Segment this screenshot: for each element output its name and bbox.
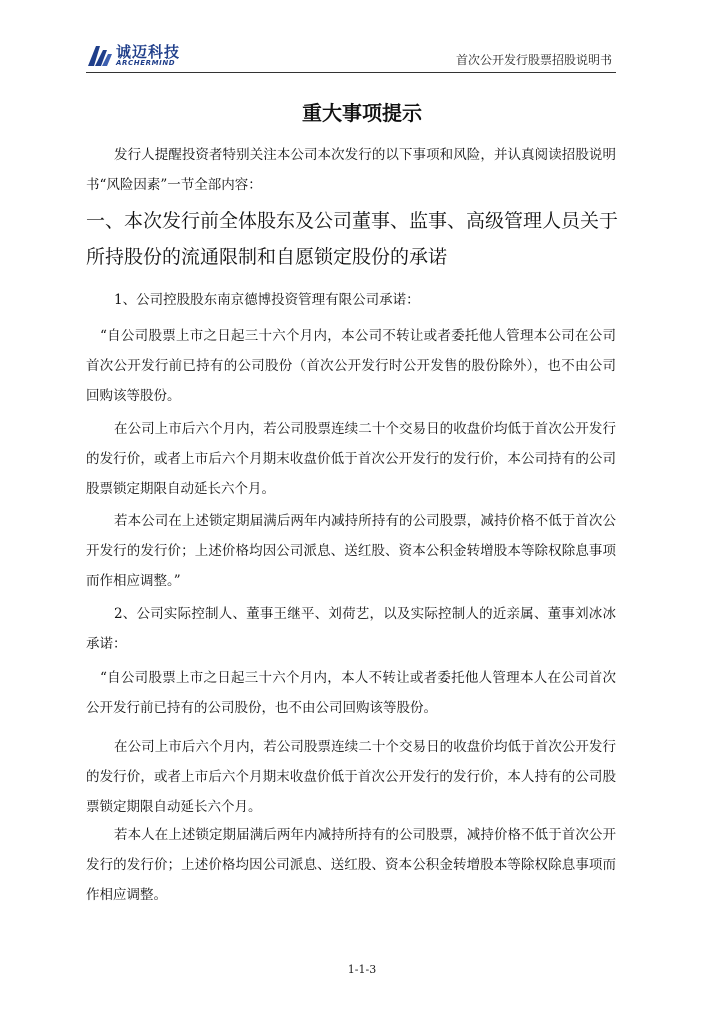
paragraph-1: 1、公司控股股东南京德博投资管理有限公司承诺： [114, 292, 420, 308]
document-title: 首次公开发行股票招股说明书 [455, 53, 612, 67]
page-header [86, 40, 616, 73]
paragraph-6: “自公司股票上市之日起三十六个月内，本人不转让或者委托他人管理本人在公司首次公开发行前已持有的公司股份，也不由公司回购该等股份。 [86, 670, 616, 716]
page-number: 1-1-3 [347, 963, 377, 976]
paragraph-7: 在公司上市后六个月内，若公司股票连续二十个交易日的收盘价均低于首次公开发行的发行价，或者上市后六个月期末收盘价低于首次公开发行的发行价，本人持有的公司股票锁定期限自动延长六个月。 [86, 739, 616, 815]
paragraph-3: 在公司上市后六个月内，若公司股票连续二十个交易日的收盘价均低于首次公开发行的发行价，或者上市后六个月期末收盘价低于首次公开发行的发行价，本公司持有的公司股票锁定期限自动延长六个月。 [86, 421, 616, 497]
paragraph-2: “自公司股票上市之日起三十六个月内，本公司不转让或者委托他人管理本公司在公司首次公开发行前已持有的公司股份（首次公开发行时公开发售的股份除外），也不由公司回购该等股份。 [86, 328, 616, 404]
paragraph-5: 2、公司实际控制人、董事王继平、刘荷艺，以及实际控制人的近亲属、董事刘冰冰承诺： [86, 606, 616, 652]
logo-text-en: ARCHERMIND [116, 59, 176, 67]
intro-paragraph: 发行人提醒投资者特别关注本公司本次发行的以下事项和风险，并认真阅读招股说明书“风险因素”一节全部内容： [86, 147, 616, 193]
company-logo [86, 40, 196, 70]
paragraph-8: 若本人在上述锁定期届满后两年内减持所持有的公司股票，减持价格不低于首次公开发行的发行价；上述价格均因公司派息、送红股、资本公积金转增股本等除权除息事项而作相应调整。 [86, 827, 616, 903]
logo-mark-icon [86, 42, 114, 68]
paragraph-4: 若本公司在上述锁定期届满后两年内减持所持有的公司股票，减持价格不低于首次公开发行的发行价；上述价格均因公司派息、送红股、资本公积金转增股本等除权除息事项而作相应调整。” [86, 513, 616, 589]
page-title: 重大事项提示 [302, 101, 422, 125]
logo-text-cn: 诚迈科技 [116, 43, 181, 61]
section-heading: 一、本次发行前全体股东及公司董事、监事、高级管理人员关于所持股份的流通限制和自愿锁定股份的承诺 [86, 210, 619, 268]
